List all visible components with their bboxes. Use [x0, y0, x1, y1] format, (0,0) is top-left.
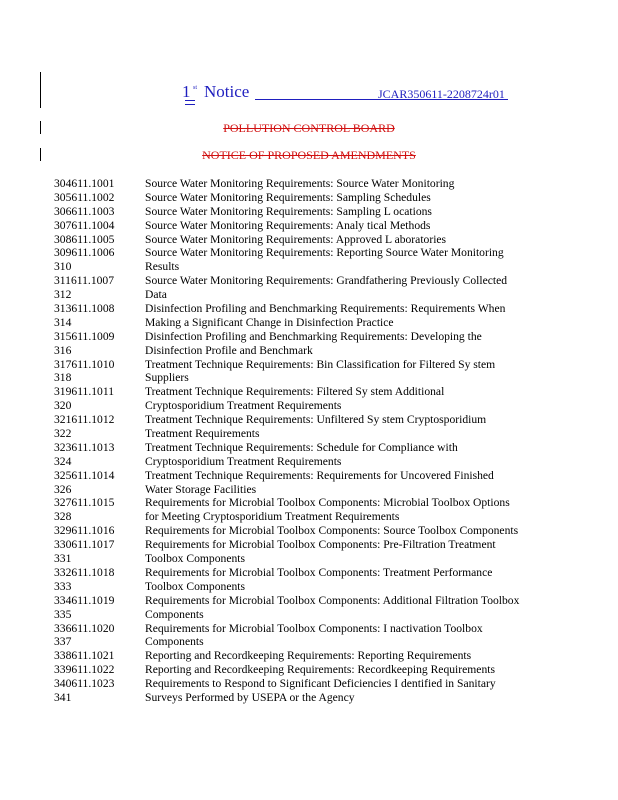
- line-number: 341: [54, 690, 72, 704]
- section-line: [54, 441, 554, 455]
- line-number: 327611.1015: [54, 496, 115, 510]
- section-text: Requirements for Microbial Toolbox Components: Microbial Toolbox Options: [145, 496, 510, 510]
- section-line: [54, 205, 554, 219]
- line-number: 326: [54, 482, 72, 496]
- section-text: Components: [145, 635, 204, 649]
- section-line: [54, 663, 554, 677]
- section-line: [54, 399, 554, 413]
- section-line: [54, 233, 554, 247]
- section-line: [54, 177, 554, 191]
- section-line: [54, 385, 554, 399]
- agency-title: POLLUTION CONTROL BOARD: [223, 121, 395, 135]
- section-text: Treatment Technique Requirements: Schedule for Compliance with: [145, 440, 458, 454]
- document-id: JCAR350611-2208724r01: [378, 87, 505, 101]
- section-text: Source Water Monitoring Requirements: Source Water Monitoring: [145, 177, 455, 190]
- section-line: [54, 358, 554, 372]
- line-number: 331: [54, 552, 72, 566]
- section-text: Results: [145, 260, 180, 274]
- section-line: [54, 260, 554, 274]
- line-number: 338611.1021: [54, 649, 115, 663]
- line-number: 308611.1005: [54, 232, 115, 246]
- section-text: Treatment Technique Requirements: Unfiltered Sy stem Cryptosporidium: [145, 413, 487, 427]
- section-text: Toolbox Components: [145, 579, 245, 593]
- section-line: [54, 483, 554, 497]
- section-line: [54, 274, 554, 288]
- section-line: [54, 427, 554, 441]
- line-number: 313611.1008: [54, 302, 115, 316]
- section-line: [54, 219, 554, 233]
- section-line: [54, 524, 554, 538]
- section-line: [54, 580, 554, 594]
- line-number: 323611.1013: [54, 440, 115, 454]
- section-text: Requirements for Microbial Toolbox Components: Additional Filtration Toolbox: [145, 593, 520, 607]
- section-line: [54, 413, 554, 427]
- line-number: 333: [54, 579, 72, 593]
- line-number: 324: [54, 454, 72, 468]
- section-text: Water Storage Facilities: [145, 482, 257, 496]
- ordinal-underline: [185, 104, 195, 105]
- section-line: [54, 691, 554, 705]
- section-text: Source Water Monitoring Requirements: Grandfathering Previously Collected: [145, 274, 508, 288]
- line-number: 334611.1019: [54, 593, 115, 607]
- line-number: 310: [54, 260, 72, 274]
- section-text: Source Water Monitoring Requirements: Sampling L ocations: [145, 204, 432, 218]
- section-line: [54, 538, 554, 552]
- section-text: Requirements for Microbial Toolbox Components: Pre-Filtration Treatment: [145, 538, 496, 552]
- section-line: [54, 469, 554, 483]
- line-number: 307611.1004: [54, 218, 115, 232]
- section-line: [54, 594, 554, 608]
- change-bar: [40, 72, 41, 108]
- section-line: [54, 302, 554, 316]
- line-number: 336611.1020: [54, 621, 115, 635]
- section-text: Source Water Monitoring Requirements: Analy tical Methods: [145, 218, 431, 232]
- line-number: 312: [54, 288, 72, 302]
- line-number: 311611.1007: [54, 274, 115, 288]
- section-text: Treatment Technique Requirements: Filtered Sy stem Additional: [145, 385, 445, 399]
- section-text: for Meeting Cryptosporidium Treatment Requirements: [145, 510, 400, 524]
- section-text: Treatment Technique Requirements: Requirements for Uncovered Finished: [145, 468, 494, 482]
- ordinal-underline: [185, 100, 195, 101]
- section-line: [54, 566, 554, 580]
- section-line: [54, 191, 554, 205]
- section-line: [54, 635, 554, 649]
- section-line: [54, 677, 554, 691]
- section-list: [54, 177, 554, 705]
- section-text: Disinfection Profiling and Benchmarking Requirements: Developing the: [145, 329, 482, 343]
- notice-header: [182, 80, 512, 110]
- section-line: [54, 608, 554, 622]
- section-line: [54, 510, 554, 524]
- section-line: [54, 246, 554, 260]
- section-text: Source Water Monitoring Requirements: Sampling Schedules: [145, 190, 431, 204]
- line-number: 322: [54, 427, 72, 441]
- section-line: [54, 496, 554, 510]
- line-number: 316: [54, 343, 72, 357]
- line-number: 306611.1003: [54, 204, 115, 218]
- section-line: [54, 344, 554, 358]
- section-text: Data: [145, 288, 167, 302]
- line-number: 332611.1018: [54, 565, 115, 579]
- section-text: Source Water Monitoring Requirements: Approved L aboratories: [145, 232, 447, 246]
- line-number: 328: [54, 510, 72, 524]
- line-number: 305611.1002: [54, 190, 115, 204]
- notice-ordinal: 1: [182, 82, 191, 101]
- section-text: Requirements for Microbial Toolbox Components: I nactivation Toolbox: [145, 621, 483, 635]
- line-number: 304611.1001: [54, 177, 115, 190]
- line-number: 314: [54, 315, 72, 329]
- line-number: 329611.1016: [54, 524, 115, 538]
- line-number: 315611.1009: [54, 329, 115, 343]
- section-line: [54, 455, 554, 469]
- line-number: 339611.1022: [54, 663, 115, 677]
- section-line: [54, 649, 554, 663]
- section-line: [54, 330, 554, 344]
- section-text: Treatment Technique Requirements: Bin Classification for Filtered Sy stem: [145, 357, 496, 371]
- section-text: Requirements to Respond to Significant Deficiencies I dentified in Sanitary: [145, 677, 496, 691]
- line-number: 320: [54, 399, 72, 413]
- section-text: Components: [145, 607, 204, 621]
- section-text: Reporting and Recordkeeping Requirements: Reporting Requirements: [145, 649, 472, 663]
- section-text: Cryptosporidium Treatment Requirements: [145, 399, 342, 413]
- notice-title: NOTICE OF PROPOSED AMENDMENTS: [202, 148, 416, 162]
- section-line: [54, 288, 554, 302]
- line-number: 337: [54, 635, 72, 649]
- line-number: 330611.1017: [54, 538, 115, 552]
- notice-ordinal-suffix: st: [193, 85, 198, 91]
- section-text: Surveys Performed by USEPA or the Agency: [145, 690, 355, 704]
- section-line: [54, 552, 554, 566]
- line-number: 335: [54, 607, 72, 621]
- section-text: Disinfection Profile and Benchmark: [145, 343, 313, 357]
- section-text: Toolbox Components: [145, 552, 245, 566]
- line-number: 318: [54, 371, 72, 385]
- section-text: Suppliers: [145, 371, 189, 385]
- line-number: 317611.1010: [54, 357, 115, 371]
- section-text: Requirements for Microbial Toolbox Components: Source Toolbox Components: [145, 524, 519, 538]
- section-line: [54, 371, 554, 385]
- section-text: Requirements for Microbial Toolbox Components: Treatment Performance: [145, 565, 493, 579]
- section-line: [54, 622, 554, 636]
- section-text: Cryptosporidium Treatment Requirements: [145, 454, 342, 468]
- section-text: Reporting and Recordkeeping Requirements: Recordkeeping Requirements: [145, 663, 495, 677]
- line-number: 325611.1014: [54, 468, 115, 482]
- section-text: Disinfection Profiling and Benchmarking Requirements: Requirements When: [145, 302, 506, 316]
- notice-word: Notice: [204, 82, 250, 101]
- line-number: 309611.1006: [54, 246, 115, 260]
- section-line: [54, 316, 554, 330]
- line-number: 319611.1011: [54, 385, 115, 399]
- line-number: 321611.1012: [54, 413, 115, 427]
- section-text: Source Water Monitoring Requirements: Reporting Source Water Monitoring: [145, 246, 504, 260]
- section-text: Treatment Requirements: [145, 427, 260, 441]
- line-number: 340611.1023: [54, 677, 115, 691]
- section-text: Making a Significant Change in Disinfection Practice: [145, 315, 394, 329]
